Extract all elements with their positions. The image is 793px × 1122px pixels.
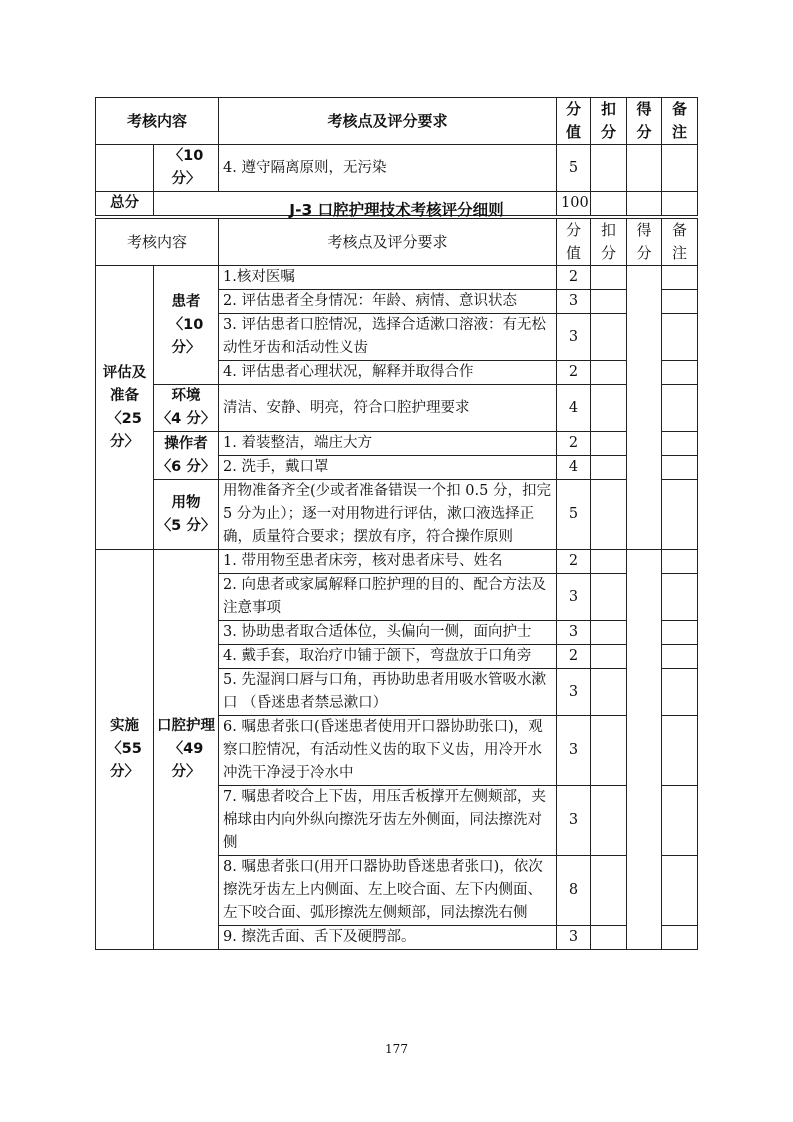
group-name: 患者 (171, 293, 201, 310)
header-got: 得分 (627, 98, 662, 145)
deduct-cell[interactable] (591, 786, 627, 856)
group-score: 〈5 分〉 (156, 517, 216, 534)
group-cell (154, 480, 219, 550)
total-score: 100 (557, 192, 591, 216)
note-cell[interactable] (662, 145, 698, 192)
deduct-cell[interactable] (591, 456, 627, 480)
deduct-cell[interactable] (591, 716, 627, 786)
table-row (96, 266, 698, 290)
note-cell[interactable] (662, 456, 698, 480)
note-cell[interactable] (662, 621, 698, 645)
note-cell[interactable] (662, 550, 698, 574)
got-cell[interactable] (627, 145, 662, 192)
item-text: 用物准备齐全(少或者准备错误一个扣 0.5 分，扣完 5 分为止）；逐一对用物进行评估，漱口液选择正确，质量符合要求；摆放有序，符合操作原则 (219, 480, 557, 550)
category-score: 〈55 分〉 (107, 741, 142, 780)
note-cell[interactable] (662, 786, 698, 856)
item-score: 3 (557, 669, 591, 716)
header-score: 分值 (557, 98, 591, 145)
item-score: 2 (557, 550, 591, 574)
deduct-cell[interactable] (591, 856, 627, 926)
item-score: 4 (557, 456, 591, 480)
category-score: 〈25 分〉 (107, 410, 142, 450)
deduct-cell[interactable] (591, 621, 627, 645)
group-name: 操作者 (164, 435, 208, 452)
note-cell[interactable] (662, 266, 698, 290)
deduct-cell[interactable] (591, 645, 627, 669)
deduct-cell[interactable] (591, 480, 627, 550)
item-text: 4. 遵守隔离原则，无污染 (219, 145, 557, 192)
category-name: 实施 (110, 718, 139, 734)
item-text: 3. 协助患者取合适体位，头偏向一侧，面向护士 (219, 621, 557, 645)
item-text: 2. 洗手，戴口罩 (219, 456, 557, 480)
deduct-cell[interactable] (591, 669, 627, 716)
got-cell[interactable] (627, 266, 662, 550)
category-name: 评估及准备 (102, 364, 147, 404)
item-text: 7. 嘱患者咬合上下齿，用压舌板撑开左侧颊部，夹棉球由内向外纵向擦洗牙齿左外侧面，同法擦洗对侧 (219, 786, 557, 856)
item-text: 1. 带用物至患者床旁，核对患者床号、姓名 (219, 550, 557, 574)
category-cell (96, 550, 154, 950)
page-number: 177 (385, 1042, 408, 1056)
item-text: 清洁、安静、明亮，符合口腔护理要求 (219, 385, 557, 432)
item-text: 4. 评估患者心理状况，解释并取得合作 (219, 361, 557, 385)
note-cell[interactable] (662, 574, 698, 621)
table-row (96, 550, 698, 574)
item-text: 6. 嘱患者张口(昏迷患者使用开口器协助张口)，观察口腔情况，有活动性义齿的取下义齿，用冷开水冲洗干净浸于冷水中 (219, 716, 557, 786)
header-points: 考核点及评分要求 (219, 98, 557, 145)
group-score: 〈10 分〉 (168, 316, 204, 356)
deduct-cell[interactable] (591, 574, 627, 621)
item-text: 3. 评估患者口腔情况，选择合适漱口溶液：有无松动性牙齿和活动性义齿 (219, 314, 557, 361)
oral-care-scoring-table (95, 218, 698, 950)
deduct-cell[interactable] (591, 550, 627, 574)
group-name: 环境 (171, 388, 201, 404)
item-text: 9. 擦洗舌面、舌下及硬腭部。 (219, 926, 557, 950)
header-note: 备注 (662, 98, 698, 145)
item-score: 5 (557, 145, 591, 192)
group-cell (154, 432, 219, 480)
header-deduct: 扣分 (591, 219, 627, 266)
item-score: 3 (557, 786, 591, 856)
item-score: 3 (557, 621, 591, 645)
item-text: 4. 戴手套，取治疗巾铺于颌下，弯盘放于口角旁 (219, 645, 557, 669)
item-score: 2 (557, 645, 591, 669)
group-score: 〈4 分〉 (156, 411, 216, 427)
group-name: 口腔护理 (157, 718, 215, 734)
item-score: 5 (557, 480, 591, 550)
group-cell (154, 266, 219, 385)
deduct-cell[interactable] (591, 145, 627, 192)
note-cell[interactable] (662, 385, 698, 432)
item-score: 8 (557, 856, 591, 926)
item-text: 2. 向患者或家属解释口腔护理的目的、配合方法及注意事项 (219, 574, 557, 621)
note-cell[interactable] (662, 716, 698, 786)
table-row (96, 385, 698, 432)
note-cell[interactable] (662, 361, 698, 385)
header-got: 得分 (627, 219, 662, 266)
item-score: 3 (557, 926, 591, 950)
group-cell (154, 550, 219, 950)
table-header-row (96, 219, 698, 266)
item-score: 2 (557, 432, 591, 456)
header-note: 备注 (662, 219, 698, 266)
table-header-row (96, 98, 698, 145)
deduct-cell[interactable] (591, 314, 627, 361)
item-score: 3 (557, 314, 591, 361)
item-text: 2. 评估患者全身情况：年龄、病情、意识状态 (219, 290, 557, 314)
item-score: 3 (557, 290, 591, 314)
group-score: 〈49 分〉 (168, 741, 204, 780)
section-title: J-3 口腔护理技术考核评分细则 (289, 201, 504, 219)
header-content: 考核内容 (96, 219, 219, 266)
group-cell (154, 385, 219, 432)
item-score: 2 (557, 361, 591, 385)
note-cell[interactable] (662, 926, 698, 950)
deduct-cell[interactable] (591, 432, 627, 456)
table-row (96, 480, 698, 550)
group-name: 用物 (171, 494, 201, 511)
item-score: 3 (557, 574, 591, 621)
note-cell[interactable] (662, 432, 698, 456)
total-label: 总分 (96, 192, 154, 216)
got-cell[interactable] (627, 550, 662, 950)
note-cell[interactable] (662, 645, 698, 669)
note-cell[interactable] (662, 290, 698, 314)
note-cell[interactable] (662, 480, 698, 550)
item-text: 8. 嘱患者张口(用开口器协助昏迷患者张口)，依次擦洗牙齿左上内侧面、左上咬合面、左下内侧面、左下咬合面、弧形擦洗左侧颊部，同法擦洗右侧 (219, 856, 557, 926)
note-cell[interactable] (662, 856, 698, 926)
item-score: 4 (557, 385, 591, 432)
item-score: 2 (557, 266, 591, 290)
item-text: 1. 着装整洁，端庄大方 (219, 432, 557, 456)
note-cell[interactable] (662, 669, 698, 716)
deduct-cell[interactable] (591, 361, 627, 385)
item-text: 5. 先湿润口唇与口角，再协助患者用吸水管吸水漱口 （昏迷患者禁忌漱口） (219, 669, 557, 716)
empty-cell (96, 145, 154, 192)
group-score: 〈10 分〉 (154, 145, 219, 192)
group-score: 〈6 分〉 (156, 458, 216, 475)
deduct-cell[interactable] (591, 926, 627, 950)
item-text: 1.核对医嘱 (219, 266, 557, 290)
table-row (96, 432, 698, 456)
table-row (96, 145, 698, 192)
note-cell[interactable] (662, 314, 698, 361)
deduct-cell[interactable] (591, 290, 627, 314)
header-content: 考核内容 (96, 98, 219, 145)
header-score: 分值 (557, 219, 591, 266)
header-deduct: 扣分 (591, 98, 627, 145)
item-score: 3 (557, 716, 591, 786)
header-points: 考核点及评分要求 (219, 219, 557, 266)
deduct-cell[interactable] (591, 266, 627, 290)
category-cell (96, 266, 154, 550)
deduct-cell[interactable] (591, 385, 627, 432)
